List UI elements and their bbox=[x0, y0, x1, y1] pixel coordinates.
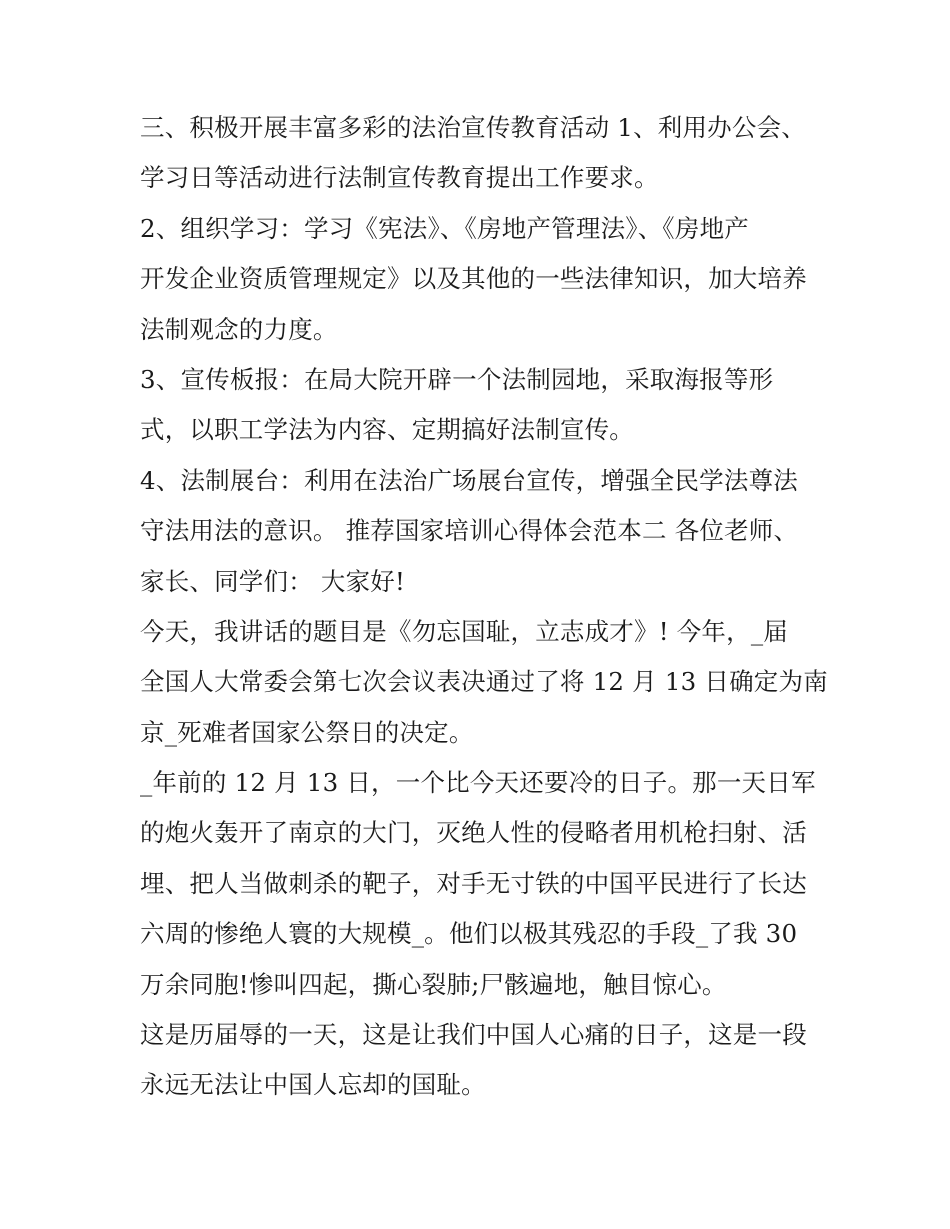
text-line: 开发企业资质管理规定》以及其他的一些法律知识，加大培养 bbox=[140, 264, 807, 294]
text-line: 六周的惨绝人寰的大规模_。他们以极其残忍的手段_了我 30 bbox=[140, 919, 798, 949]
text-line: 这是历届辱的一天，这是让我们中国人心痛的日子，这是一段 bbox=[140, 1020, 807, 1050]
text-line: 今天，我讲话的题目是《勿忘国耻，立志成才》! 今年，_届 bbox=[140, 616, 788, 646]
text-line: 全国人大常委会第七次会议表决通过了将 12 月 13 日确定为南 bbox=[140, 667, 828, 697]
text-line: 的炮火轰开了南京的大门，灭绝人性的侵略者用机枪扫射、活 bbox=[140, 818, 807, 848]
text-line: 埋、把人当做刺杀的靶子，对手无寸铁的中国平民进行了长达 bbox=[140, 868, 807, 898]
text-line: 式，以职工学法为内容、定期搞好法制宣传。 bbox=[140, 415, 634, 445]
text-line: 三、积极开展丰富多彩的法治宣传教育活动 1、利用办公会、 bbox=[140, 113, 806, 142]
text-line: 永远无法让中国人忘却的国耻。 bbox=[140, 1070, 486, 1100]
text-line: 2、组织学习：学习《宪法》、《房地产管理法》、《房地产 bbox=[140, 213, 749, 243]
document-body bbox=[140, 103, 828, 1111]
text-line: 万余同胞!惨叫四起，撕心裂肺;尸骸遍地，触目惊心。 bbox=[140, 969, 727, 999]
text-line: 法制观念的力度。 bbox=[140, 314, 338, 344]
text-line: 守法用法的意识。 推荐国家培训心得体会范本二 各位老师、 bbox=[140, 516, 799, 546]
text-line: 学习日等活动进行法制宣传教育提出工作要求。 bbox=[140, 163, 659, 193]
text-line: 家长、同学们： 大家好! bbox=[140, 566, 406, 596]
text-line: 3、宣传板报：在局大院开辟一个法制园地，采取海报等形 bbox=[140, 364, 774, 394]
text-line: 4、法制展台：利用在法治广场展台宣传，增强全民学法尊法 bbox=[140, 465, 798, 495]
text-line: 京_死难者国家公祭日的决定。 bbox=[140, 717, 474, 747]
text-line: _年前的 12 月 13 日，一个比今天还要冷的日子。那一天日军 bbox=[140, 768, 816, 798]
